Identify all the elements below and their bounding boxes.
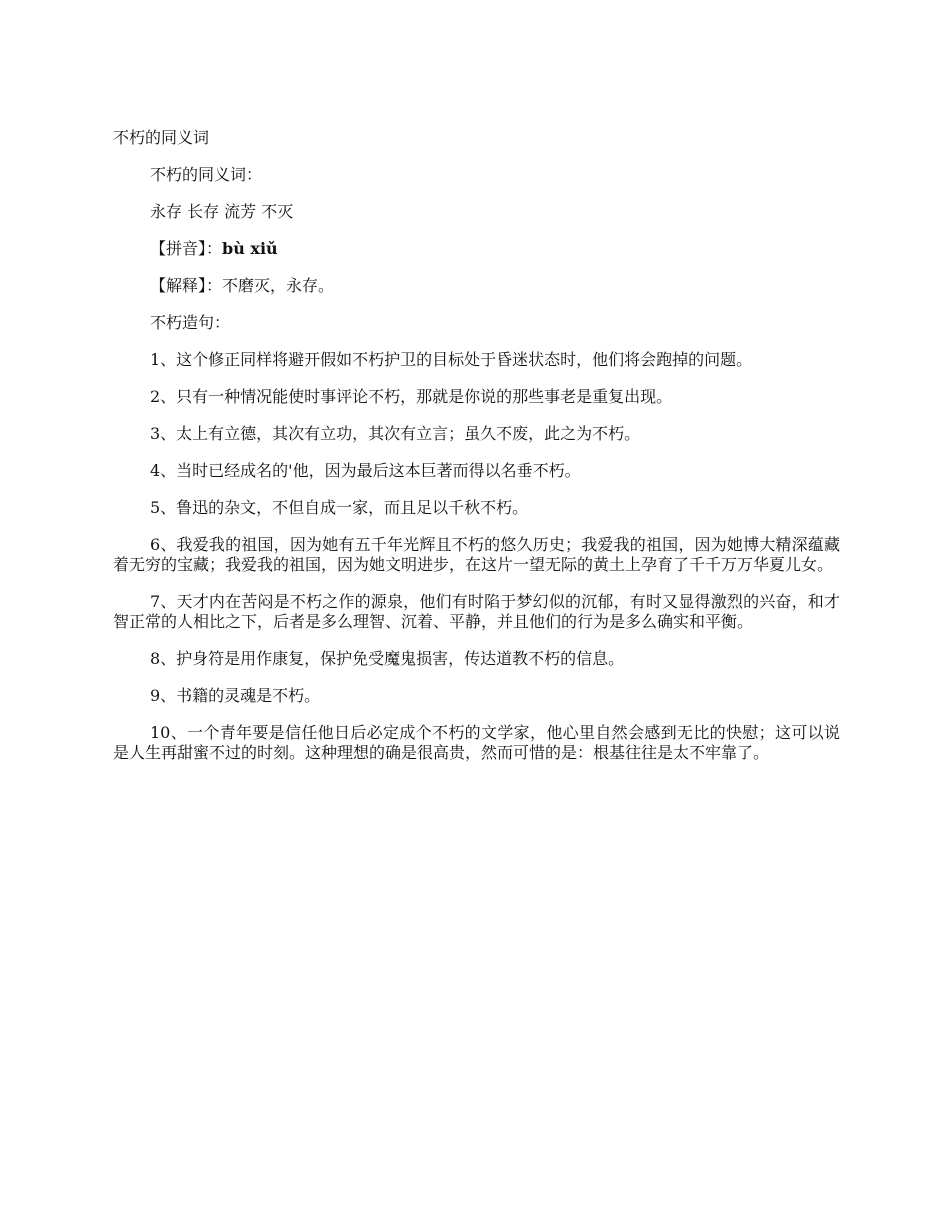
sentence-6: 6、我爱我的祖国，因为她有五千年光辉且不朽的悠久历史；我爱我的祖国，因为她博大精深蕴藏着无穷的宝藏；我爱我的祖国，因为她文明进步，在这片一望无际的黄土上孕育了千千万万华夏儿女。	[113, 535, 840, 574]
sentence-4: 4、当时已经成名的'他，因为最后这本巨著而得以名垂不朽。	[150, 461, 581, 480]
sentence-10: 10、一个青年要是信任他日后必定成个不朽的文学家，他心里自然会感到无比的快慰；这可以说是人生再甜蜜不过的时刻。这种理想的确是很高贵，然而可惜的是：根基往往是太不牢靠了。	[113, 723, 840, 762]
pinyin-label: 【拼音】：	[150, 239, 223, 258]
meaning-label: 【解释】：	[150, 276, 223, 295]
sentence-1: 1、这个修正同样将避开假如不朽护卫的目标处于昏迷状态时，他们将会跑掉的问题。	[150, 350, 753, 369]
synonyms-heading: 不朽的同义词：	[150, 165, 263, 184]
meaning-value: 不磨灭，永存。	[222, 276, 335, 295]
document-page	[113, 128, 840, 780]
sentences-heading: 不朽造句：	[150, 313, 231, 332]
sentence-2: 2、只有一种情况能使时事评论不朽，那就是你说的那些事老是重复出现。	[150, 387, 673, 406]
sentence-5: 5、鲁迅的杂文，不但自成一家，而且足以千秋不朽。	[150, 498, 529, 517]
synonyms-list: 永存 长存 流芳 不灭	[150, 202, 294, 221]
meaning-line	[113, 276, 840, 296]
sentence-9: 9、书籍的灵魂是不朽。	[150, 686, 321, 705]
sentence-3: 3、太上有立德，其次有立功，其次有立言；虽久不废，此之为不朽。	[150, 424, 641, 443]
sentence-8: 8、护身符是用作康复，保护免受魔鬼损害，传达道教不朽的信息。	[150, 649, 625, 668]
sentence-7: 7、天才内在苦闷是不朽之作的源泉，他们有时陷于梦幻似的沉郁，有时又显得激烈的兴奋，和才智正常的人相比之下，后者是多么理智、沉着、平静，并且他们的行为是多么确实和平衡。	[113, 592, 840, 631]
pinyin-line	[113, 239, 840, 259]
pinyin-value: bù xiǔ	[222, 239, 278, 258]
document-title: 不朽的同义词	[113, 128, 210, 147]
